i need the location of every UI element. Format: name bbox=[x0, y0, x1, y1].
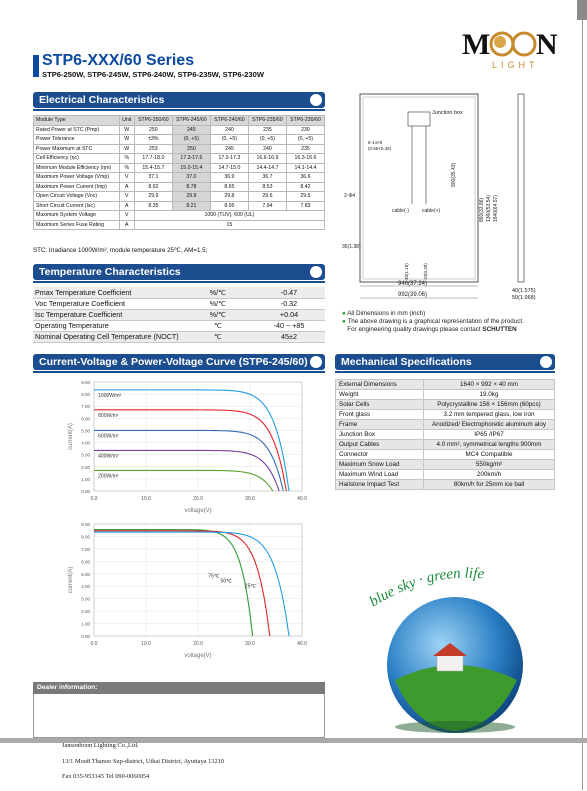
curve-heading bbox=[33, 354, 325, 370]
label-dim-35: 35(1.38) bbox=[342, 244, 361, 250]
dealer-heading: Dealer information: bbox=[33, 682, 325, 694]
table-row bbox=[34, 144, 325, 154]
table-cell: Pmax Temperature Coefficient bbox=[33, 287, 183, 298]
page-subtitle: STP6-250W, STP6-245W, STP6-240W, STP6-235W, STP6-230W bbox=[42, 70, 264, 79]
table-cell: 19.0kg bbox=[424, 390, 555, 400]
table-cell: 7.83 bbox=[286, 201, 324, 211]
table-cell: V bbox=[119, 192, 134, 202]
label-dim-900: 900(35.43) bbox=[451, 162, 457, 187]
table-cell: STP6-240/60 bbox=[210, 116, 248, 126]
table-cell: Solar Cells bbox=[336, 400, 424, 410]
table-cell: 253 bbox=[134, 144, 172, 154]
label-cable-minus: cable(-) bbox=[392, 208, 409, 214]
heading-rule bbox=[33, 109, 325, 111]
electrical-table bbox=[33, 115, 325, 230]
table-cell: 17.0-17.3 bbox=[210, 154, 248, 164]
x-tick-label: 30.0 bbox=[245, 641, 255, 647]
stc-note: STC: Irradiance 1000W/m², module temperature 25℃, AM=1.5; bbox=[33, 247, 208, 254]
x-axis-label: voltage(V) bbox=[184, 653, 212, 659]
table-row bbox=[336, 390, 555, 400]
y-tick-label: 5.00 bbox=[81, 571, 90, 577]
table-row bbox=[34, 220, 325, 230]
table-cell: ±3% bbox=[134, 135, 172, 145]
logo-letter-n: N bbox=[536, 28, 558, 61]
curve-heading-text: Current-Voltage & Power-Voltage Curve (STP6-245/60) bbox=[39, 356, 308, 368]
label-dim-50: 50(1.968) bbox=[512, 295, 536, 301]
table-cell: 15.4-15.7 bbox=[134, 163, 172, 173]
y-tick-label: 8.00 bbox=[81, 534, 90, 540]
series-line bbox=[94, 531, 270, 636]
series-line bbox=[94, 532, 289, 636]
logo-moon bbox=[494, 36, 506, 48]
company-contact: Fax 035-953145 Tel 090-0060054 bbox=[62, 773, 150, 780]
table-cell: 235 bbox=[286, 144, 324, 154]
table-cell: 15 bbox=[134, 220, 324, 230]
globe-illustration bbox=[345, 555, 565, 735]
table-cell: 45±2 bbox=[253, 331, 325, 342]
label-dim-946: 946(37.24) bbox=[398, 281, 428, 287]
table-cell: Anodized/ Electrophoretic aluminum aloy bbox=[424, 420, 555, 430]
x-tick-label: 40.0 bbox=[297, 641, 307, 647]
table-cell: 1640 × 992 × 40 mm bbox=[424, 380, 555, 390]
note-contact: For engineering quality drawings please contact bbox=[347, 326, 483, 333]
table-cell: V bbox=[119, 211, 134, 221]
series-label: 200W/m² bbox=[98, 473, 119, 480]
dimension-drawing bbox=[340, 92, 580, 307]
table-cell: (0, +5) bbox=[210, 135, 248, 145]
table-cell: Maximum Series Fuse Rating bbox=[34, 220, 120, 230]
label-holes-inch: (0.55×0.35) bbox=[368, 146, 392, 151]
series-label: 25℃ bbox=[244, 583, 256, 590]
y-tick-label: 5.00 bbox=[81, 428, 90, 434]
y-tick-label: 6.00 bbox=[81, 559, 90, 565]
table-cell: 15.0-15.4 bbox=[172, 163, 210, 173]
table-cell: 8.92 bbox=[134, 182, 172, 192]
page-title: STP6-XXX/60 Series bbox=[42, 52, 195, 69]
table-cell: 80km/h for 25mm ice ball bbox=[424, 480, 555, 490]
table-cell: 235 bbox=[248, 125, 286, 135]
label-dim-10: 10(0.39) bbox=[423, 263, 428, 280]
table-cell: A bbox=[119, 220, 134, 230]
table-cell: %/℃ bbox=[183, 298, 253, 309]
note-dimensions: All Dimensions in mm (inch) bbox=[347, 310, 426, 317]
moon-light-logo bbox=[460, 22, 560, 72]
table-cell: % bbox=[119, 154, 134, 164]
y-tick-label: 4.00 bbox=[81, 440, 90, 446]
x-tick-label: 0.0 bbox=[90, 496, 98, 502]
x-tick-label: 10.0 bbox=[141, 641, 151, 647]
table-cell: STP6-250/60 bbox=[134, 116, 172, 126]
temperature-table bbox=[33, 287, 325, 343]
x-tick-label: 20.0 bbox=[193, 641, 203, 647]
table-row bbox=[33, 298, 325, 309]
table-cell: STP6-230/60 bbox=[286, 116, 324, 126]
table-cell: 8.53 bbox=[248, 182, 286, 192]
heading-dot bbox=[540, 356, 552, 368]
heading-rule bbox=[335, 371, 555, 373]
table-cell: +0.04 bbox=[253, 309, 325, 320]
house-icon bbox=[437, 655, 463, 671]
table-row bbox=[34, 125, 325, 135]
table-header-row bbox=[34, 116, 325, 126]
table-cell: 14.7-15.0 bbox=[210, 163, 248, 173]
table-cell: 230 bbox=[286, 125, 324, 135]
table-cell: 37.0 bbox=[172, 173, 210, 183]
table-row bbox=[33, 287, 325, 298]
table-cell: Module Type bbox=[34, 116, 120, 126]
heading-rule bbox=[33, 281, 325, 283]
table-cell: 16.3-16.6 bbox=[286, 154, 324, 164]
series-label: 600W/m² bbox=[98, 433, 119, 440]
y-tick-label: 9.00 bbox=[81, 380, 90, 385]
table-cell: 240 bbox=[210, 125, 248, 135]
table-row bbox=[34, 154, 325, 164]
table-cell: 250 bbox=[134, 125, 172, 135]
y-tick-label: 3.00 bbox=[81, 452, 90, 458]
label-dim-40: 40(1.575) bbox=[512, 288, 536, 294]
table-cell: 36.6 bbox=[286, 173, 324, 183]
table-cell: IP65 /IP67 bbox=[424, 430, 555, 440]
table-row bbox=[33, 320, 325, 331]
logo-ring-2 bbox=[513, 33, 535, 55]
electrical-heading bbox=[33, 92, 325, 108]
table-row bbox=[34, 211, 325, 221]
table-cell: 8.78 bbox=[172, 182, 210, 192]
mechanical-heading-text: Mechanical Specifications bbox=[341, 356, 472, 368]
y-tick-label: 6.00 bbox=[81, 416, 90, 422]
table-row bbox=[336, 420, 555, 430]
table-cell: W bbox=[119, 135, 134, 145]
table-cell: 16.6-16.9 bbox=[248, 154, 286, 164]
heading-rule bbox=[33, 371, 325, 373]
company-name: Jansonboon Lighting Co.,Ltd. bbox=[62, 742, 139, 749]
table-cell: Maximum Power Voltage (Vmp) bbox=[34, 173, 120, 183]
x-axis-label: voltage(V) bbox=[184, 508, 212, 514]
table-cell: Power Tolerance bbox=[34, 135, 120, 145]
y-tick-label: 1.00 bbox=[81, 476, 90, 482]
series-line bbox=[94, 430, 283, 491]
label-junction-box: Junction box bbox=[432, 110, 463, 116]
table-row bbox=[336, 470, 555, 480]
table-cell: -40 ~ +85 bbox=[253, 320, 325, 331]
table-cell: 240 bbox=[248, 144, 286, 154]
heading-dot bbox=[310, 94, 322, 106]
series-label: 800W/m² bbox=[98, 412, 119, 419]
table-cell: External Dimensions bbox=[336, 380, 424, 390]
table-cell: Front glass bbox=[336, 410, 424, 420]
y-tick-label: 7.00 bbox=[81, 546, 90, 552]
y-axis-label: current(A) bbox=[68, 566, 74, 594]
table-cell: 29.9 bbox=[134, 192, 172, 202]
table-row bbox=[34, 182, 325, 192]
y-tick-label: 2.00 bbox=[81, 609, 90, 615]
label-dim-992: 992(39.06) bbox=[398, 292, 428, 298]
y-tick-label: 8.00 bbox=[81, 392, 90, 398]
table-row bbox=[34, 173, 325, 183]
table-cell: (0, +5) bbox=[248, 135, 286, 145]
label-dim-860: 860(33.86) bbox=[479, 197, 485, 222]
table-cell: A bbox=[119, 182, 134, 192]
y-tick-label: 9.00 bbox=[81, 522, 90, 527]
table-cell: 29.5 bbox=[286, 192, 324, 202]
table-row bbox=[336, 380, 555, 390]
series-label: 1000W/m² bbox=[98, 392, 122, 399]
table-cell: 550kg/m² bbox=[424, 460, 555, 470]
table-cell: Voc Temperature Coefficient bbox=[33, 298, 183, 309]
slogan: blue sky · green life bbox=[366, 565, 485, 611]
table-cell: -0.32 bbox=[253, 298, 325, 309]
note-representation: The above drawing is a graphical representation of the product. bbox=[347, 318, 524, 325]
series-line bbox=[94, 470, 273, 491]
table-row bbox=[34, 192, 325, 202]
irradiance-iv-chart bbox=[60, 378, 310, 515]
label-dim-1360: 1360(53.54) bbox=[486, 195, 492, 222]
table-cell: 17.7-18.0 bbox=[134, 154, 172, 164]
corner-tab bbox=[577, 0, 587, 20]
table-cell: 4.0 mm², symmetrical lengths 900mm bbox=[424, 440, 555, 450]
table-cell: 8.35 bbox=[134, 201, 172, 211]
table-cell: 37.1 bbox=[134, 173, 172, 183]
table-cell: Nominal Operating Cell Temperature (NOCT) bbox=[33, 331, 183, 342]
note-contact-company: SCHUTTEN bbox=[482, 326, 517, 333]
table-row bbox=[336, 460, 555, 470]
table-cell: Maximum System Voltage bbox=[34, 211, 120, 221]
table-cell: Rated Power at STC (Pmp) bbox=[34, 125, 120, 135]
label-holes: 8-14×9 bbox=[368, 140, 383, 145]
table-cell: Short Circuit Current (Isc) bbox=[34, 201, 120, 211]
table-cell: % bbox=[119, 163, 134, 173]
table-cell: Unit bbox=[119, 116, 134, 126]
table-cell: 17.3-17.6 bbox=[172, 154, 210, 164]
table-cell: 29.9 bbox=[172, 192, 210, 202]
series-label: 50℃ bbox=[220, 578, 232, 585]
label-hole-phi: 2-Φ4 bbox=[344, 193, 356, 199]
table-cell: Weight bbox=[336, 390, 424, 400]
table-row bbox=[33, 309, 325, 320]
table-cell: Open Circuit Voltage (Voc) bbox=[34, 192, 120, 202]
table-cell: 245 bbox=[210, 144, 248, 154]
electrical-heading-text: Electrical Characteristics bbox=[39, 94, 165, 106]
table-cell: MC4 Compatible bbox=[424, 450, 555, 460]
x-tick-label: 0.0 bbox=[90, 641, 98, 647]
table-cell: 245 bbox=[172, 125, 210, 135]
table-cell: (0, +5) bbox=[286, 135, 324, 145]
table-cell: 8.65 bbox=[210, 182, 248, 192]
panel-side-view bbox=[518, 94, 524, 282]
table-cell: STP6-245/60 bbox=[172, 116, 210, 126]
table-cell: Frame bbox=[336, 420, 424, 430]
y-tick-label: 0.00 bbox=[81, 634, 90, 639]
table-cell: Power Maximum at STC bbox=[34, 144, 120, 154]
series-label: 400W/m² bbox=[98, 453, 119, 460]
x-tick-label: 40.0 bbox=[297, 496, 307, 502]
table-cell: A bbox=[119, 201, 134, 211]
table-cell: W bbox=[119, 144, 134, 154]
table-cell: W bbox=[119, 125, 134, 135]
y-tick-label: 0.00 bbox=[81, 489, 90, 494]
heading-dot bbox=[310, 266, 322, 278]
table-row bbox=[336, 430, 555, 440]
table-cell: 36.9 bbox=[210, 173, 248, 183]
table-row bbox=[336, 440, 555, 450]
junction-box-shape bbox=[408, 112, 430, 126]
table-cell: (0, +5) bbox=[172, 135, 210, 145]
series-label: 75℃ bbox=[208, 573, 220, 580]
table-cell: Maximum Snow Load bbox=[336, 460, 424, 470]
table-cell: %/℃ bbox=[183, 309, 253, 320]
table-cell: Polycrystalline 156 × 156mm (60pcs) bbox=[424, 400, 555, 410]
table-row bbox=[34, 163, 325, 173]
mechanical-heading bbox=[335, 354, 555, 370]
y-axis-label: current(A) bbox=[68, 423, 74, 450]
x-tick-label: 30.0 bbox=[245, 496, 255, 502]
drawing-notes: ● All Dimensions in mm (inch) ● The above drawing is a graphical representation of the product. For engineering quality drawings please contact SCHUTTEN bbox=[342, 310, 524, 333]
table-cell: 36.7 bbox=[248, 173, 286, 183]
table-cell: 8.21 bbox=[172, 201, 210, 211]
label-cable-plus: cable(+) bbox=[422, 208, 441, 214]
table-cell: 8.42 bbox=[286, 182, 324, 192]
edge-line bbox=[582, 20, 583, 790]
table-cell: 7.94 bbox=[248, 201, 286, 211]
table-cell: 29.8 bbox=[210, 192, 248, 202]
table-cell: 14.1-14.4 bbox=[286, 163, 324, 173]
table-cell: %/℃ bbox=[183, 287, 253, 298]
table-cell: Maximum Power Current (Imp) bbox=[34, 182, 120, 192]
table-cell: Maximum Wind Load bbox=[336, 470, 424, 480]
table-cell: Output Cables bbox=[336, 440, 424, 450]
logo-letter-m: M bbox=[462, 28, 491, 61]
table-row bbox=[33, 331, 325, 342]
temperature-heading-text: Temperature Characteristics bbox=[39, 266, 181, 278]
table-row bbox=[336, 410, 555, 420]
heading-dot bbox=[310, 356, 322, 368]
logo-sub: LIGHT bbox=[492, 60, 539, 70]
table-row bbox=[336, 450, 555, 460]
y-tick-label: 1.00 bbox=[81, 621, 90, 627]
table-row bbox=[34, 135, 325, 145]
table-cell: ℃ bbox=[183, 331, 253, 342]
temperature-heading bbox=[33, 264, 325, 280]
table-cell: 3.2 mm tempered glass, low iron bbox=[424, 410, 555, 420]
x-tick-label: 20.0 bbox=[193, 496, 203, 502]
table-row bbox=[34, 201, 325, 211]
label-dim-30: 30(1.18) bbox=[404, 263, 409, 280]
table-cell: Operating Temperature bbox=[33, 320, 183, 331]
label-dim-1640: 1640(64.57) bbox=[493, 195, 499, 222]
table-cell: ℃ bbox=[183, 320, 253, 331]
y-tick-label: 3.00 bbox=[81, 596, 90, 602]
temperature-iv-chart bbox=[60, 520, 310, 660]
table-cell: Minimum Module Efficiency (ηm) bbox=[34, 163, 120, 173]
title-accent bbox=[33, 55, 39, 77]
table-cell: 250 bbox=[172, 144, 210, 154]
x-tick-label: 10.0 bbox=[141, 496, 151, 502]
table-row bbox=[336, 400, 555, 410]
table-cell: 1000 (TUV), 600 (UL) bbox=[134, 211, 324, 221]
table-cell: 200km/h bbox=[424, 470, 555, 480]
y-tick-label: 2.00 bbox=[81, 464, 90, 470]
y-tick-label: 4.00 bbox=[81, 584, 90, 590]
table-cell: Isc Temperature Coefficient bbox=[33, 309, 183, 320]
table-cell: 8.05 bbox=[210, 201, 248, 211]
table-cell: V bbox=[119, 173, 134, 183]
table-cell: Connector bbox=[336, 450, 424, 460]
y-tick-label: 7.00 bbox=[81, 404, 90, 410]
table-cell: 14.4-14.7 bbox=[248, 163, 286, 173]
table-cell: 29.6 bbox=[248, 192, 286, 202]
table-cell: STP6-235/60 bbox=[248, 116, 286, 126]
mechanical-table bbox=[335, 379, 555, 490]
table-cell: Hailstone Impact Test bbox=[336, 480, 424, 490]
company-address: 13/1 Moo8 Thanoo Sup-district, Uthai District, Ayuttaya 13210 bbox=[62, 758, 225, 765]
table-cell: Cell Efficiency (ηc) bbox=[34, 154, 120, 164]
table-row bbox=[336, 480, 555, 490]
table-cell: Junction Box bbox=[336, 430, 424, 440]
table-cell: -0.47 bbox=[253, 287, 325, 298]
